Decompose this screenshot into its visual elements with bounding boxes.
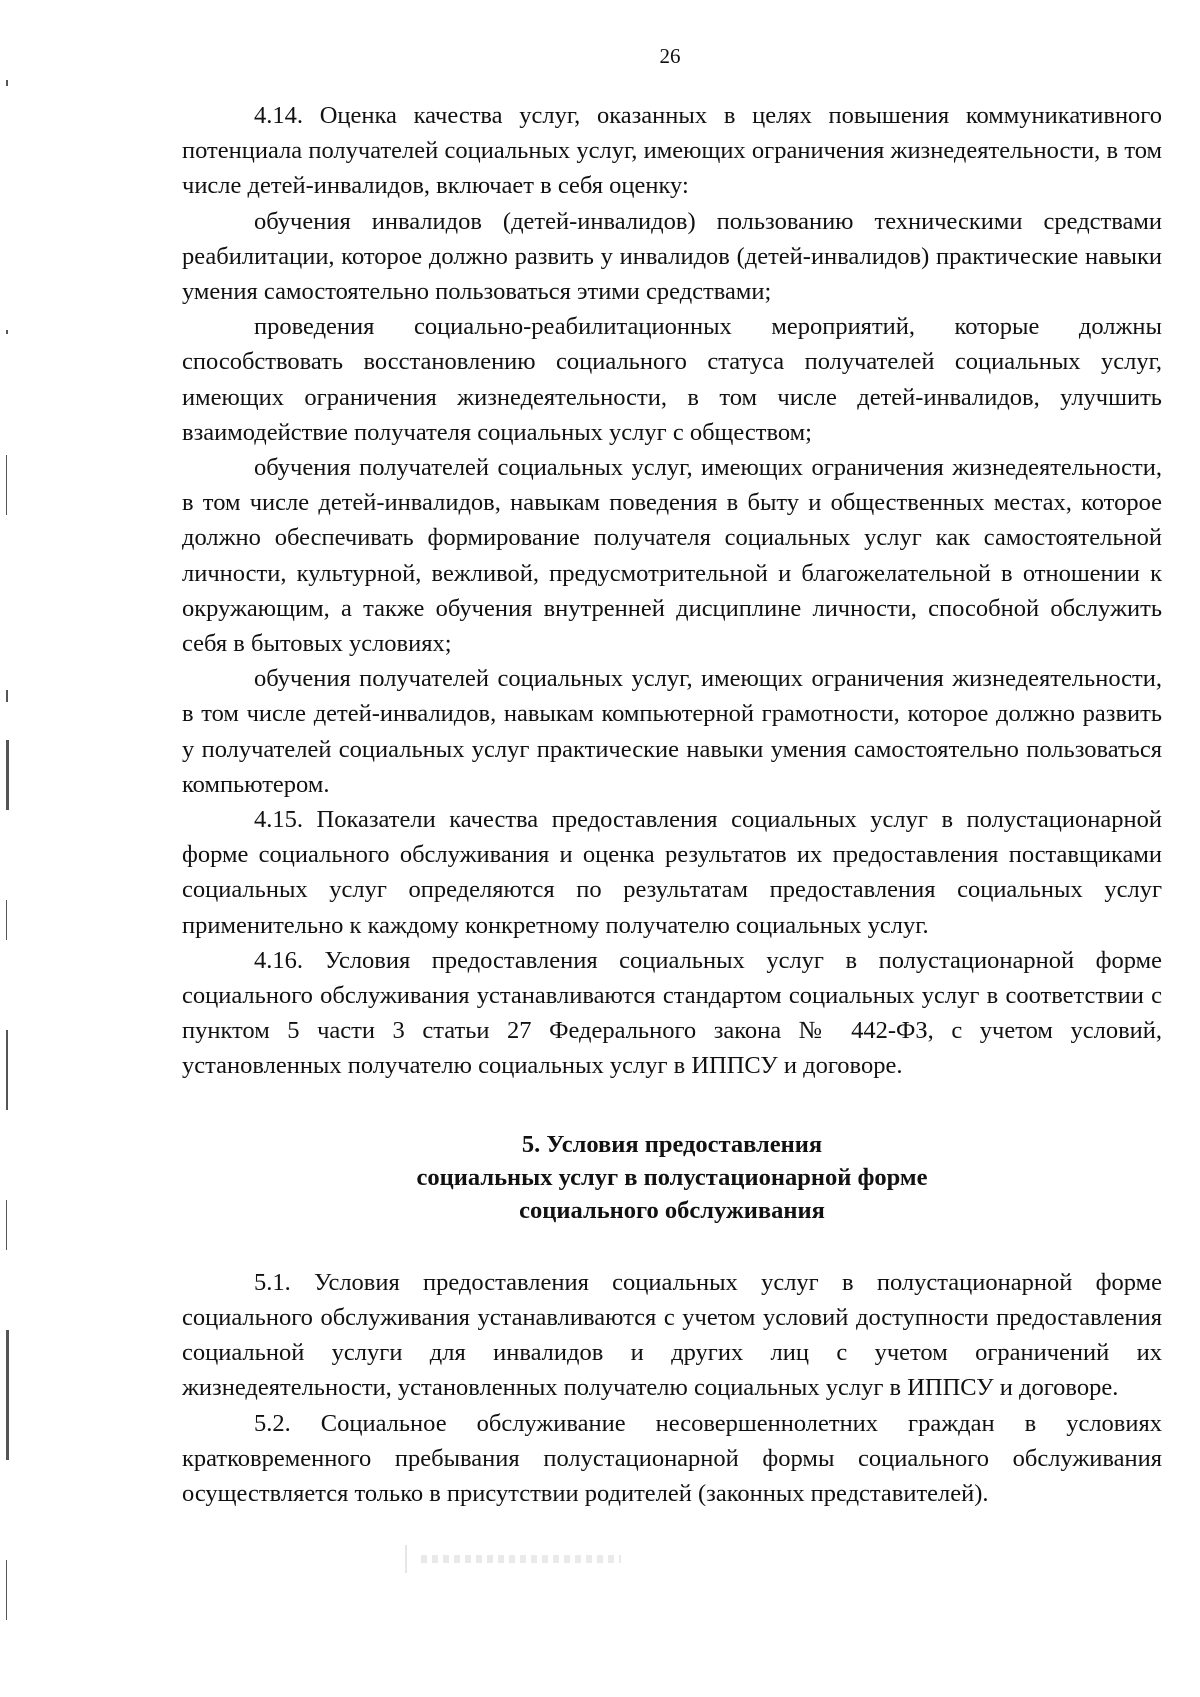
section-heading: [182, 1084, 1162, 1265]
document-body: [182, 98, 1162, 1511]
paragraph: 4.15. Показатели качества предоставления социальных услуг в полустационарной форме социального обслуживания и оценка результатов их предоставления поставщиками социальных услуг определяются по результатам предоставления социальных услуг применительно к каждому конкретному получателю социальных услуг.: [182, 806, 1162, 939]
section-heading-line: 5. Условия предоставления: [521, 1130, 823, 1158]
paragraph: 4.14. Оценка качества услуг, оказанных в целях повышения коммуникативного потенциала получателей социальных услуг, имеющих ограничения жизнедеятельности, в том числе детей-инвалидов, включает в себя оценку:: [182, 102, 1162, 200]
faint-stamp-mark: [405, 1545, 637, 1573]
section-heading-line: социальных услуг в полустационарной форме: [416, 1163, 928, 1191]
page-number: 26: [659, 44, 681, 68]
paragraph: обучения инвалидов (детей-инвалидов) пользованию техническими средствами реабилитации, которое должно развить у инвалидов (детей-инвалидов) практические навыки умения самостоятельно пользоваться этими средствами;: [182, 207, 1162, 306]
paragraph: обучения получателей социальных услуг, имеющих ограничения жизнедеятельности, в том числе детей-инвалидов, навыкам поведения в быту и общественных местах, которое должно обеспечивать формирование получателя социальных услуг как самостоятельной личности, культурной, вежливой, предусмотрительной и благожелательной в отношении к окружающим, а также обучения внутренней дисциплине личности, способной обслужить себя в бытовых условиях;: [182, 454, 1162, 658]
scan-edge-artifact: [0, 0, 22, 1697]
paragraph: проведения социально-реабилитационных мероприятий, которые должны способствовать восстановлению социального статуса получателей социальных услуг, имеющих ограничения жизнедеятельности, в том числе детей-инвалидов, улучшить взаимодействие получателя социальных услуг с обществом;: [182, 313, 1162, 446]
paragraph: 4.16. Условия предоставления социальных услуг в полустационарной форме социального обслуживания устанавливаются стандартом социальных услуг в соответствии с пунктом 5 части 3 статьи 27 Федерального закона № 442-ФЗ, с учетом условий, установленных получателю социальных услуг в ИППСУ и договоре.: [182, 946, 1162, 1080]
paragraph: 5.2. Социальное обслуживание несовершеннолетних граждан в условиях кратковременного пребывания полустационарной формы социального обслуживания осуществляется только в присутствии родителей (законных представителей).: [182, 1409, 1162, 1507]
section-heading-line: социального обслуживания: [519, 1196, 825, 1224]
paragraph: 5.1. Условия предоставления социальных услуг в полустационарной форме социального обслуживания устанавливаются с учетом условий доступности предоставления социальной услуги для инвалидов и других лиц с учетом ограничений их жизнедеятельности, установленных получателю социальных услуг в ИППСУ и договоре.: [182, 1268, 1162, 1402]
paragraph: обучения получателей социальных услуг, имеющих ограничения жизнедеятельности, в том числе детей-инвалидов, навыкам компьютерной грамотности, которое должно развить у получателей социальных услуг практические навыки умения самостоятельно пользоваться компьютером.: [182, 665, 1162, 798]
